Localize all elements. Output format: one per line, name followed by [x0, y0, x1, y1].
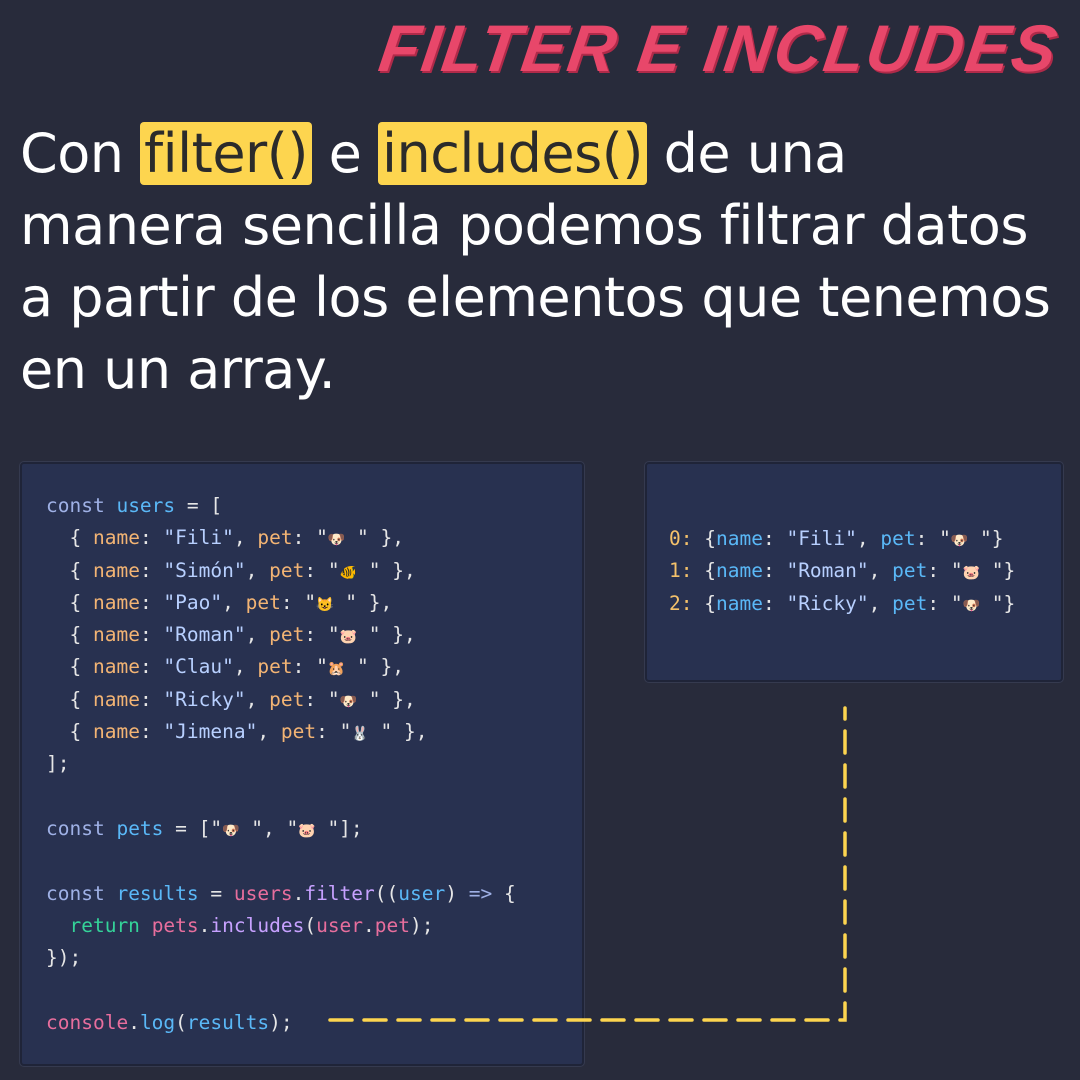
highlight-filter: filter() [140, 122, 312, 185]
code-line-close-array: ]; [46, 752, 70, 776]
result-row: 1: {name: "Roman", pet: "🐷 "} [669, 559, 1016, 583]
code-line-user-clau: { name: "Clau", pet: "🐹 " }, [46, 655, 404, 679]
code-line-return: return pets.includes(user.pet); [69, 913, 434, 937]
result-panel [645, 462, 1063, 682]
code-line-user-roman: { name: "Roman", pet: "🐷 " }, [46, 623, 416, 647]
result-row: 0: {name: "Fili", pet: "🐶 "} [669, 527, 1004, 550]
code-line-blank [46, 974, 516, 1006]
code-line-blank [46, 781, 516, 813]
result-row: 2: {name: "Ricky", pet: "🐶 "} [669, 591, 1016, 615]
result-block [669, 523, 1015, 620]
code-line-pets: const pets = ["🐶 ", "🐷 "]; [46, 816, 363, 840]
code-line-blank [46, 845, 516, 877]
code-line-users-decl: const users = [ [46, 494, 223, 517]
intro-word-e: e [328, 122, 362, 185]
code-line-user-fili: { name: "Fili", pet: "🐶 " }, [46, 526, 404, 550]
code-line-end-fn: }); [46, 946, 82, 970]
code-block [46, 490, 516, 1039]
page-title: FILTER E INCLUDES [374, 11, 1064, 85]
intro-text [20, 118, 1060, 406]
code-line-console: console.log(results); [46, 1010, 293, 1034]
code-line-user-pao: { name: "Pao", pet: "😺 " }, [46, 590, 393, 614]
highlight-includes: includes() [378, 122, 647, 185]
code-line-filter: const results = users.filter((user) => { [46, 881, 516, 905]
code-line-user-simon: { name: "Simón", pet: "🐠 " }, [46, 558, 416, 582]
code-panel [20, 462, 584, 1066]
code-line-user-jimena: { name: "Jimena", pet: "🐰 " }, [46, 720, 428, 744]
intro-word-con: Con [20, 122, 124, 185]
intro-rest: de una manera sencilla podemos filtrar datos a partir de los elementos que tenemos en un array. [20, 122, 1051, 401]
code-line-user-ricky: { name: "Ricky", pet: "🐶 " }, [46, 687, 416, 711]
